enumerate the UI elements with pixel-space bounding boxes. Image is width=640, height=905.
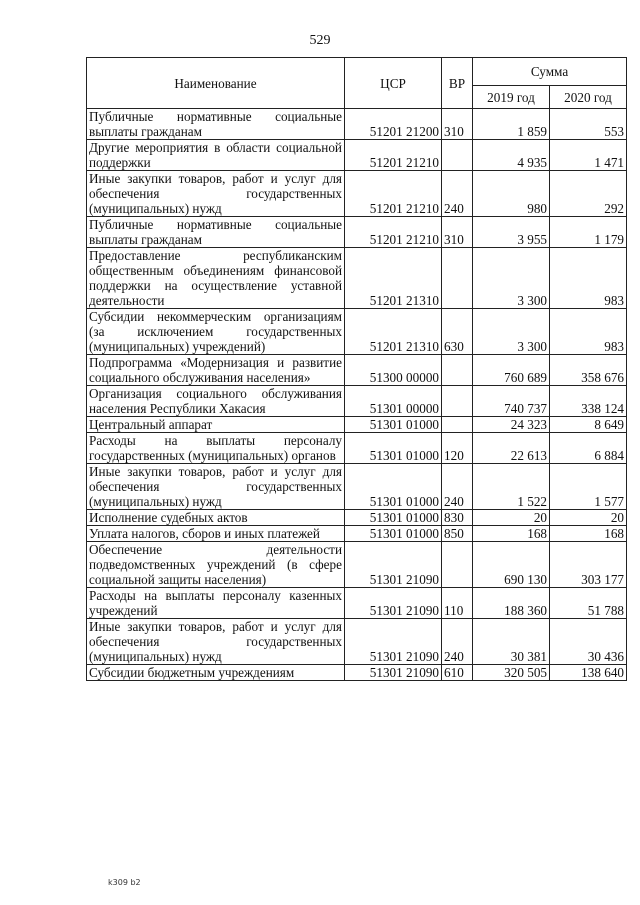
row-sum-2020: 1 577: [550, 464, 627, 510]
row-csr: 51301 01000: [345, 526, 442, 542]
row-name: Предоставление республиканским общественным объединениям финансовой поддержки на осуществление уставной деятельности: [87, 248, 345, 309]
row-sum-2019: 1 859: [473, 109, 550, 140]
row-name: Субсидии некоммерческим организациям (за исключением государственных (муниципальных) учреждений): [87, 309, 345, 355]
row-vr: [442, 140, 473, 171]
header-year-2019: 2019 год: [473, 86, 550, 109]
row-csr: 51301 01000: [345, 433, 442, 464]
budget-table: [86, 57, 627, 681]
row-csr: 51201 21310: [345, 248, 442, 309]
row-sum-2020: 168: [550, 526, 627, 542]
row-vr: [442, 417, 473, 433]
row-name: Публичные нормативные социальные выплаты гражданам: [87, 109, 345, 140]
row-vr: [442, 386, 473, 417]
row-csr: 51301 21090: [345, 665, 442, 681]
table-header: [87, 58, 627, 109]
row-name: Другие мероприятия в области социальной поддержки: [87, 140, 345, 171]
table-row: [87, 355, 627, 386]
row-sum-2019: 320 505: [473, 665, 550, 681]
row-csr: 51201 21200: [345, 109, 442, 140]
table-row: [87, 588, 627, 619]
table-row: [87, 217, 627, 248]
row-sum-2020: 983: [550, 309, 627, 355]
table-row: [87, 248, 627, 309]
table-row: [87, 526, 627, 542]
row-name: Центральный аппарат: [87, 417, 345, 433]
row-name: Подпрограмма «Модернизация и развитие социального обслуживания населения»: [87, 355, 345, 386]
row-vr: 240: [442, 464, 473, 510]
row-vr: 310: [442, 109, 473, 140]
row-name: Публичные нормативные социальные выплаты гражданам: [87, 217, 345, 248]
table-row: [87, 171, 627, 217]
header-vr: ВР: [442, 58, 473, 109]
row-csr: 51301 00000: [345, 386, 442, 417]
row-vr: 240: [442, 619, 473, 665]
table-row: [87, 510, 627, 526]
row-sum-2020: 303 177: [550, 542, 627, 588]
row-sum-2019: 30 381: [473, 619, 550, 665]
table-row: [87, 542, 627, 588]
row-csr: 51301 01000: [345, 464, 442, 510]
row-name: Исполнение судебных актов: [87, 510, 345, 526]
row-sum-2020: 51 788: [550, 588, 627, 619]
row-sum-2019: 3 300: [473, 248, 550, 309]
row-sum-2019: 4 935: [473, 140, 550, 171]
row-sum-2020: 983: [550, 248, 627, 309]
row-csr: 51201 21210: [345, 171, 442, 217]
row-sum-2019: 690 130: [473, 542, 550, 588]
row-sum-2020: 338 124: [550, 386, 627, 417]
row-sum-2020: 1 471: [550, 140, 627, 171]
table-row: [87, 109, 627, 140]
table-row: [87, 386, 627, 417]
table-row: [87, 433, 627, 464]
row-sum-2020: 292: [550, 171, 627, 217]
row-sum-2020: 1 179: [550, 217, 627, 248]
row-csr: 51301 01000: [345, 417, 442, 433]
header-name: Наименование: [87, 58, 345, 109]
row-sum-2019: 20: [473, 510, 550, 526]
row-sum-2020: 553: [550, 109, 627, 140]
row-sum-2019: 980: [473, 171, 550, 217]
row-name: Расходы на выплаты персоналу государственных (муниципальных) органов: [87, 433, 345, 464]
row-sum-2019: 24 323: [473, 417, 550, 433]
row-csr: 51201 21210: [345, 217, 442, 248]
row-name: Иные закупки товаров, работ и услуг для обеспечения государственных (муниципальных) нужд: [87, 464, 345, 510]
header-sum: Сумма: [473, 58, 627, 86]
row-sum-2020: 358 676: [550, 355, 627, 386]
row-sum-2019: 22 613: [473, 433, 550, 464]
row-vr: 830: [442, 510, 473, 526]
row-vr: 630: [442, 309, 473, 355]
table-row: [87, 619, 627, 665]
row-vr: 110: [442, 588, 473, 619]
row-csr: 51301 01000: [345, 510, 442, 526]
table-row: [87, 309, 627, 355]
row-name: Иные закупки товаров, работ и услуг для обеспечения государственных (муниципальных) нужд: [87, 619, 345, 665]
row-csr: 51201 21310: [345, 309, 442, 355]
row-vr: 240: [442, 171, 473, 217]
row-csr: 51301 21090: [345, 542, 442, 588]
table-row: [87, 140, 627, 171]
row-vr: [442, 248, 473, 309]
row-vr: 850: [442, 526, 473, 542]
row-sum-2020: 20: [550, 510, 627, 526]
row-name: Расходы на выплаты персоналу казенных учреждений: [87, 588, 345, 619]
row-csr: 51301 21090: [345, 588, 442, 619]
row-name: Организация социального обслуживания населения Республики Хакасия: [87, 386, 345, 417]
row-vr: 610: [442, 665, 473, 681]
row-vr: 310: [442, 217, 473, 248]
header-csr: ЦСР: [345, 58, 442, 109]
row-sum-2019: 740 737: [473, 386, 550, 417]
footer-code: k309 b2: [108, 878, 141, 887]
row-sum-2019: 188 360: [473, 588, 550, 619]
row-sum-2019: 1 522: [473, 464, 550, 510]
row-sum-2020: 30 436: [550, 619, 627, 665]
row-name: Субсидии бюджетным учреждениям: [87, 665, 345, 681]
header-year-2020: 2020 год: [550, 86, 627, 109]
row-sum-2020: 8 649: [550, 417, 627, 433]
table-body: [87, 109, 627, 681]
row-vr: [442, 355, 473, 386]
table-row: [87, 464, 627, 510]
row-sum-2019: 760 689: [473, 355, 550, 386]
row-sum-2019: 168: [473, 526, 550, 542]
row-csr: 51201 21210: [345, 140, 442, 171]
row-sum-2019: 3 955: [473, 217, 550, 248]
row-vr: 120: [442, 433, 473, 464]
page-number: 529: [309, 33, 331, 48]
row-sum-2019: 3 300: [473, 309, 550, 355]
row-name: Иные закупки товаров, работ и услуг для обеспечения государственных (муниципальных) нужд: [87, 171, 345, 217]
table-row: [87, 417, 627, 433]
row-name: Обеспечение деятельности подведомственных учреждений (в сфере социальной защиты населения): [87, 542, 345, 588]
row-name: Уплата налогов, сборов и иных платежей: [87, 526, 345, 542]
row-csr: 51301 21090: [345, 619, 442, 665]
row-vr: [442, 542, 473, 588]
row-csr: 51300 00000: [345, 355, 442, 386]
table-row: [87, 665, 627, 681]
row-sum-2020: 138 640: [550, 665, 627, 681]
row-sum-2020: 6 884: [550, 433, 627, 464]
